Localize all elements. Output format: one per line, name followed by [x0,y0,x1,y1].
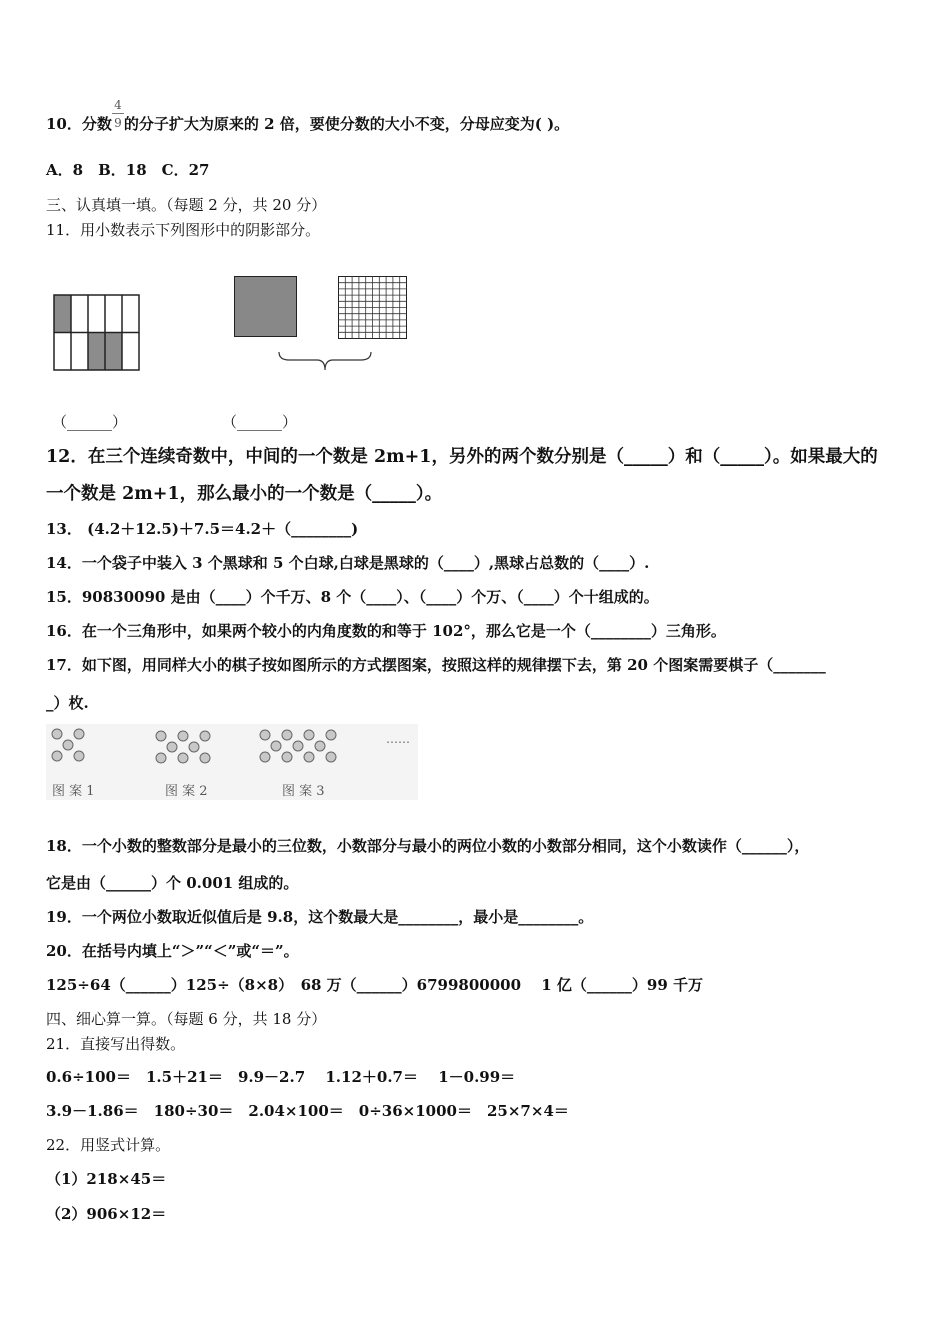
q10-fraction-denominator: 9 [114,116,122,130]
q11-hundred-grid [338,276,408,340]
q18-line-1: 18．一个小数的整数部分是最小的三位数，小数部分与最小的两位小数的小数部分相同，这个小数读作（______）， [46,837,810,855]
q20-items: 125÷64（______）125÷（8×8） 68 万（______）6799800000 1 亿（______）99 千万 [46,976,704,994]
section3-title: 三、认真填一填。（每题 2 分，共 20 分） [46,196,327,214]
q10-line [46,114,569,134]
q10-fraction-bar [112,113,124,114]
q17-line-1: 17．如下图，用同样大小的棋子按如图所示的方式摆图案，按照这样的规律摆下去，第 20 个图案需要棋子（_______ [46,656,826,674]
pattern-caption-3: 图 案 3 [282,784,325,799]
q15-line: 15．90830090 是由（____）个千万、8 个（____）、（____）个万、（____）个十组成的。 [46,588,659,606]
q14-line: 14．一个袋子中装入 3 个黑球和 5 个白球,白球是黑球的（____）,黑球占总数的（____）. [46,554,650,572]
q17-pattern-image [46,724,418,800]
q11-brace [277,350,373,374]
q10-prefix: 10．分数 [46,115,112,133]
q21-question: 21．直接写出得数。 [46,1035,186,1053]
q22-part-2: （2）906×12＝ [46,1205,167,1223]
pattern-1-pieces [46,724,418,776]
pattern-caption-1: 图 案 1 [52,784,95,799]
q10-options: A．8 B．18 C．27 [46,161,210,179]
grid-cell-shaded [88,333,105,371]
q17-line-2: _）枚. [46,694,89,712]
q11-shaded-square [234,276,298,338]
pattern-ellipsis: …… [386,732,410,746]
q11-grid-figure [54,295,142,371]
q21-row-1: 0.6÷100＝ 1.5＋21＝ 9.9－2.7 1.12＋0.7＝ 1－0.99＝ [46,1068,516,1086]
q12-line-2: 一个数是 2m+1，那么最小的一个数是（_____）。 [46,484,443,504]
q11-blank-2[interactable]: （______） [222,413,298,431]
q19-line: 19．一个两位小数取近似值后是 9.8，这个数最大是________，最小是________。 [46,908,594,926]
grid-cell-shaded [105,333,122,371]
q13-line: 13． (4.2＋12.5)＋7.5＝4.2＋（________) [46,520,359,538]
pattern-caption-2: 图 案 2 [165,784,208,799]
q20-line: 20．在括号内填上“＞”“＜”或“＝”。 [46,942,299,960]
q18-line-2: 它是由（______）个 0.001 组成的。 [46,874,299,892]
q22-part-1: （1）218×45＝ [46,1170,167,1188]
q11-question: 11．用小数表示下列图形中的阴影部分。 [46,221,321,239]
q16-line: 16．在一个三角形中，如果两个较小的内角度数的和等于 102°，那么它是一个（________）三角形。 [46,622,726,640]
section4-title: 四、细心算一算。（每题 6 分，共 18 分） [46,1010,327,1028]
q21-row-2: 3.9－1.86＝ 180÷30＝ 2.04×100＝ 0÷36×1000＝ 25×7×4＝ [46,1102,569,1120]
q22-question: 22．用竖式计算。 [46,1136,171,1154]
grid-cell-shaded [54,295,71,333]
q10-fraction-numerator: 4 [114,98,122,112]
q12-line-1: 12．在三个连续奇数中，中间的一个数是 2m+1，另外的两个数分别是（_____）和（_____）。如果最大的 [46,447,878,467]
q10-suffix: 的分子扩大为原来的 2 倍，要使分数的大小不变，分母应变为( )。 [123,115,570,133]
q11-blank-1[interactable]: （______） [52,413,128,431]
